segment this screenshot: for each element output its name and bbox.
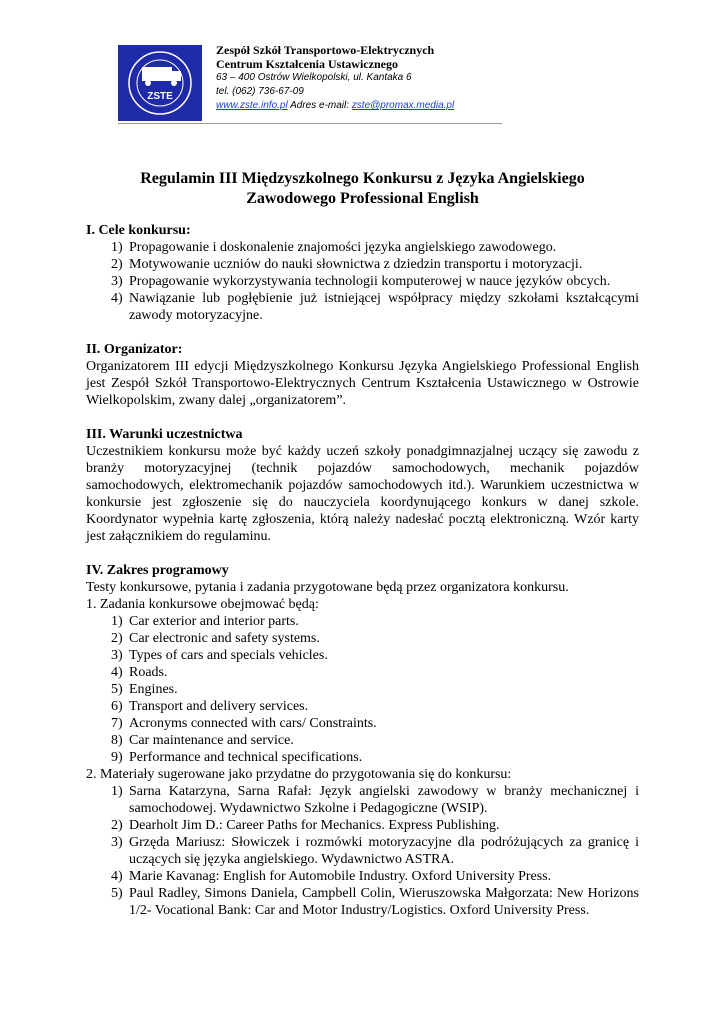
goals-list bbox=[86, 239, 639, 324]
program-intro: Testy konkursowe, pytania i zadania przygotowane będą przez organizatora konkursu. bbox=[86, 580, 569, 595]
email-link[interactable]: zste@promax.media.pl bbox=[351, 100, 455, 111]
section-1-heading: I. Cele konkursu: bbox=[86, 223, 191, 238]
list-item: 3) Grzęda Mariusz: Słowiczek i rozmówki motoryzacyjne dla podróżujących za granicę i uczących się języka angielskiego. Wydawnictwo ASTRA. bbox=[111, 835, 639, 867]
contact-line bbox=[216, 99, 516, 113]
logo-text: ZSTE bbox=[147, 91, 173, 102]
list-item: 4) Nawiązanie lub pogłębienie już istniejącej współpracy między szkołami kształcącymi zawody motoryzacyjne. bbox=[111, 291, 639, 323]
center-name: Centrum Kształcenia Ustawicznego bbox=[216, 57, 398, 71]
title-line-1: Regulamin III Międzyszkolnego Konkursu z Języka Angielskiego bbox=[140, 170, 585, 187]
list-item: 3) Propagowanie wykorzystywania technologii komputerowej w nauce języków obcych. bbox=[111, 274, 611, 289]
section-4-heading: IV. Zakres programowy bbox=[86, 563, 229, 578]
list-item: 9) Performance and technical specifications. bbox=[111, 750, 363, 765]
list-item: 4) Roads. bbox=[111, 665, 168, 680]
list-item: 4) Marie Kavanag: English for Automobile Industry. Oxford University Press. bbox=[111, 869, 552, 884]
list-item: 2) Dearholt Jim D.: Career Paths for Mechanics. Express Publishing. bbox=[111, 818, 500, 833]
letterhead bbox=[216, 43, 516, 113]
document-title bbox=[86, 169, 639, 209]
document-body bbox=[86, 222, 639, 919]
list-item: 1) Propagowanie i doskonalenie znajomości języka angielskiego zawodowego. bbox=[111, 240, 557, 255]
section-2-heading: II. Organizator: bbox=[86, 342, 183, 357]
list-item: 3) Types of cars and specials vehicles. bbox=[111, 648, 328, 663]
materials-subheading: 2. Materiały sugerowane jako przydatne do przygotowania się do konkursu: bbox=[86, 767, 512, 782]
phone: tel. (062) 736-67-09 bbox=[216, 86, 304, 97]
school-name: Zespół Szkół Transportowo-Elektrycznych bbox=[216, 43, 435, 57]
list-item: 2) Motywowanie uczniów do nauki słownictwa z dziedzin transportu i motoryzacji. bbox=[111, 257, 583, 272]
list-item: 5) Engines. bbox=[111, 682, 178, 697]
header-divider bbox=[118, 123, 502, 124]
list-item: 2) Car electronic and safety systems. bbox=[111, 631, 320, 646]
title-line-2: Zawodowego Professional English bbox=[246, 190, 479, 207]
list-item: 6) Transport and delivery services. bbox=[111, 699, 309, 714]
organizer-paragraph: Organizatorem III edycji Międzyszkolnego Konkursu Języka Angielskiego Professional English jest Zespół Szkół Transportowo-Elektrycznych Centrum Kształcenia Ustawicznego w Ostrowie Wielkopolskim, zwany dalej „organizatorem”. bbox=[86, 359, 639, 408]
school-logo bbox=[118, 45, 202, 121]
list-item: 5) Paul Radley, Simons Daniela, Campbell Colin, Wieruszowska Małgorzata: New Horizons 1/2- Vocational Bank: Car and Motor Industry/Logistics. Oxford University Press. bbox=[111, 886, 639, 918]
list-item: 1) Car exterior and interior parts. bbox=[111, 614, 299, 629]
tasks-subheading: 1. Zadania konkursowe obejmować będą: bbox=[86, 597, 319, 612]
section-3-heading: III. Warunki uczestnictwa bbox=[86, 427, 243, 442]
website-link[interactable]: www.zste.info.pl bbox=[216, 100, 288, 111]
materials-list bbox=[86, 783, 639, 919]
participation-paragraph: Uczestnikiem konkursu może być każdy uczeń szkoły ponadgimnazjalnej uczący się zawodu z branży motoryzacyjnej (technik pojazdów samochodowych, mechanik pojazdów samochodowych, elektromechanik pojazdów samochodowych itd.). Warunkiem uczestnictwa w konkursie jest zgłoszenie się do nauczyciela koordynującego konkurs w danej szkole. Koordynator wypełnia kartę zgłoszenia, którą należy nadesłać pocztą elektroniczną. Wzór karty jest załącznikiem do regulaminu. bbox=[86, 444, 639, 544]
list-item: 7) Acronyms connected with cars/ Constraints. bbox=[111, 716, 377, 731]
address: 63 – 400 Ostrów Wielkopolski, ul. Kantaka 6 bbox=[216, 72, 412, 83]
topics-list bbox=[86, 613, 639, 766]
list-item: 1) Sarna Katarzyna, Sarna Rafał: Język angielski zawodowy w branży mechanicznej i samochodowej. Wydawnictwo Szkolne i Pedagogiczne (WSIP). bbox=[111, 784, 639, 816]
email-label: Adres e-mail: bbox=[287, 100, 352, 111]
list-item: 8) Car maintenance and service. bbox=[111, 733, 294, 748]
